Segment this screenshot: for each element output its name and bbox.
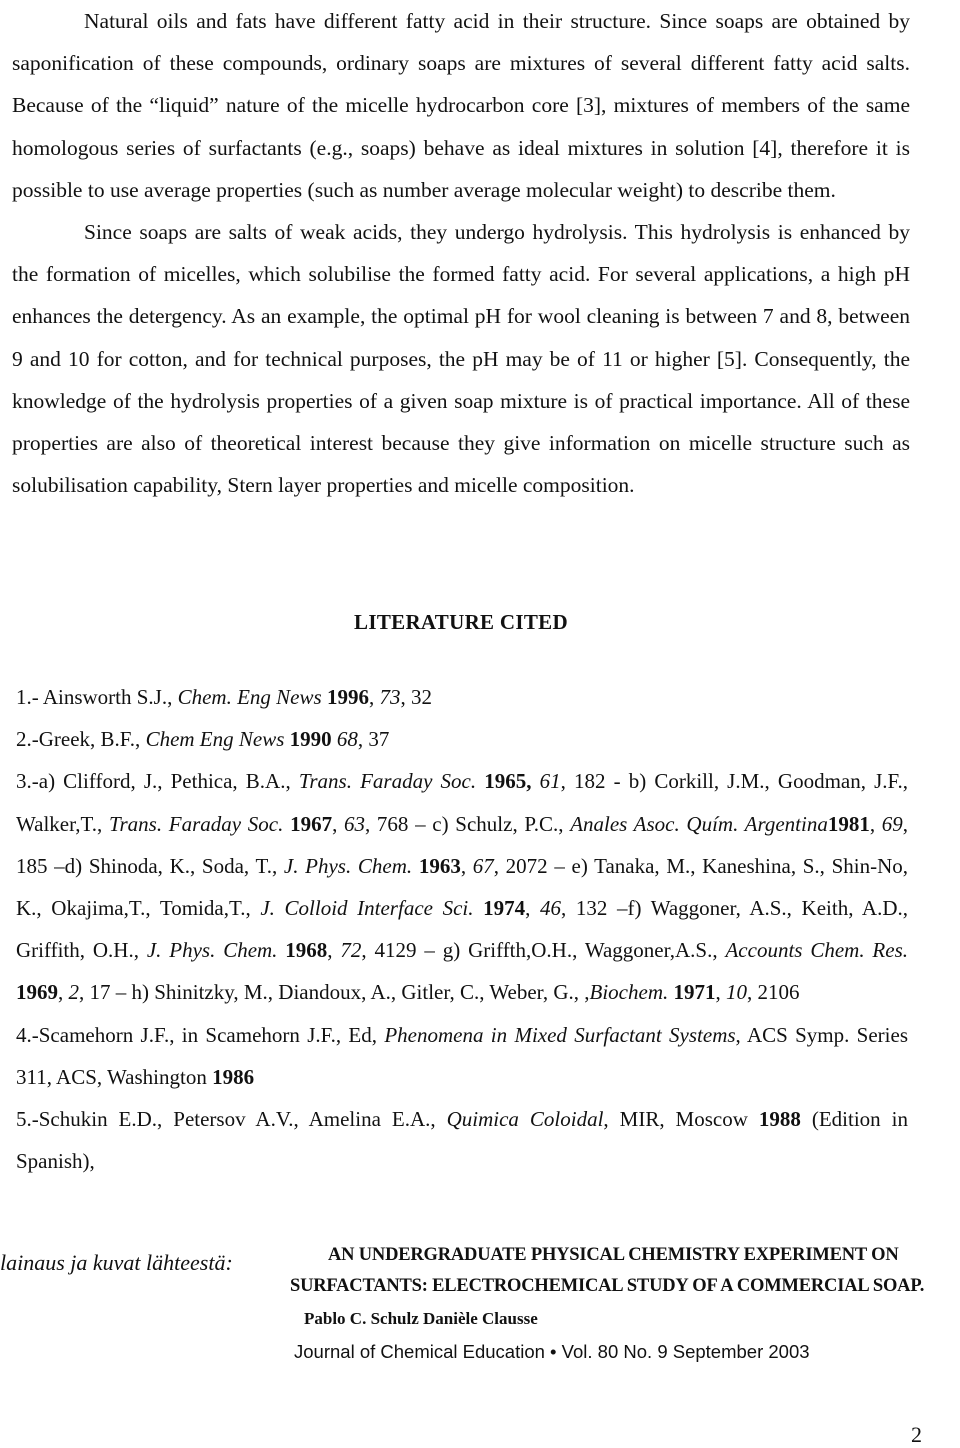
ref-year: 1996 [326, 685, 369, 709]
ref-journal: Biochem. [589, 980, 669, 1005]
ref-text: , 768 [365, 811, 409, 836]
ref-text: , 4129 [361, 938, 417, 963]
reference-item: 1.- Ainsworth S.J., Chem. Eng News 1996, 73, 32 [16, 685, 432, 709]
ref-year: 1974 [483, 896, 526, 921]
ref-year: 1988 [758, 1107, 801, 1132]
ref-journal: Phenomena in Mixed Surfactant Systems [384, 1022, 736, 1047]
ref-text: – h) Shinitzky, M., Diandoux, A., Gitler, C., Weber, G., , [110, 980, 590, 1005]
ref-year: 1971 [673, 980, 716, 1005]
ref-text: , 37 [357, 727, 390, 752]
ref-text: , 2106 [747, 980, 800, 1005]
ref-volume: 63 [344, 811, 365, 836]
ref-year: 1967 [290, 811, 333, 836]
ref-text: – g) Griffth,O.H., Waggoner,A.S., [416, 938, 726, 963]
source-authors: Pablo C. Schulz Danièle Clausse [304, 1309, 538, 1328]
paragraph: Since soaps are salts of weak acids, they undergo hydrolysis. This hydrolysis is enhanced by the formation of micelles, which solubilise the formed fatty acid. For several applications, a high pH enhances the detergency. As an example, the optimal pH for wool cleaning is between 7 and 8, between 9 and 10 for cotton, and for technical purposes, the pH may be of 11 or higher [5]. Consequently, the knowledge of the hydrolysis properties of a given soap mixture is of practical importance. All of these properties are also of theoretical interest because they give information on micelle structure such as solubilisation capability, Stern layer properties and micelle composition. [12, 220, 910, 498]
ref-journal: J. Phys. Chem. [146, 938, 278, 963]
reference-item [16, 1014, 908, 1098]
ref-year: 1981 [827, 811, 870, 836]
ref-year: 1969 [16, 980, 58, 1005]
ref-text: (Edition in Spanish), [16, 1107, 908, 1174]
ref-volume: 73 [379, 685, 401, 709]
ref-volume: 46 [539, 896, 561, 921]
ref-year: 1990 [289, 727, 332, 752]
ref-text: , 185 [16, 811, 909, 878]
ref-year: 1965, [484, 769, 532, 794]
citation-label: lainaus ja kuvat lähteestä: [0, 1250, 233, 1275]
ref-text: – e) Tanaka, M., Kaneshina, S., Shin-No, K., Okajima,T., Tomida,T., [16, 853, 909, 921]
ref-text: , 132 [560, 896, 608, 921]
ref-volume: 2 [68, 980, 79, 1005]
source-title-line: SURFACTANTS: ELECTROCHEMICAL STUDY OF A COMMERCIAL SOAP. [290, 1276, 925, 1296]
ref-volume: 68 [336, 727, 358, 752]
ref-text: –d) Shinoda, K., Soda, T., [47, 853, 284, 878]
ref-volume: 67 [472, 853, 494, 878]
ref-text: –f) Waggoner, A.S., Keith, A.D., Griffith, O.H., [16, 896, 908, 963]
ref-journal: Trans. Faraday Soc. [108, 811, 284, 836]
ref-journal: Trans. Faraday Soc. [298, 769, 477, 794]
ref-text: 3.-a) Clifford, J., Pethica, B.A., [16, 769, 299, 794]
body-text [12, 0, 910, 506]
ref-text: , ACS Symp. Series 311, ACS, Washington [16, 1022, 909, 1089]
ref-journal: Chem. Eng News [177, 685, 322, 709]
ref-year: 1963 [418, 853, 461, 878]
reference-item [16, 718, 908, 760]
reference-list [16, 676, 908, 1182]
ref-journal: Anales Asoc. Quím. Argentina [570, 811, 828, 836]
ref-year: 1968 [285, 938, 328, 963]
ref-journal: J. Phys. Chem. [283, 853, 413, 878]
ref-journal: J. Colloid Interface Sci. [260, 896, 474, 921]
ref-year: 1986 [212, 1064, 255, 1089]
ref-text: 1.- Ainsworth S.J., [16, 685, 178, 709]
ref-journal: Chem Eng News [145, 727, 285, 752]
paragraph: Natural oils and fats have different fatty acid in their structure. Since soaps are obtained by saponification of these compounds, ordinary soaps are mixtures of several different fatty acid salts. Because of the “liquid” nature of the micelle hydrocarbon core [3], mixtures of members of the same homologous series of surfactants (e.g., soaps) behave as ideal mixtures in solution [4], therefore it is possible to use average properties (such as number average molecular weight) to describe them. [12, 9, 910, 202]
ref-volume: 69 [881, 811, 903, 836]
ref-journal: Accounts Chem. Res. [725, 938, 908, 963]
ref-text: , MIR, Moscow [603, 1107, 759, 1132]
ref-text: , 182 [560, 769, 606, 794]
ref-text: , 32 [400, 685, 432, 709]
ref-text: 4.-Scamehorn J.F., in Scamehorn J.F., Ed, [16, 1022, 385, 1047]
ref-journal: Quimica Coloidal [446, 1107, 604, 1132]
source-citation [290, 1240, 960, 1368]
ref-text: - b) Corkill, J.M., Goodman, J.F., Walker,T., [16, 769, 909, 836]
ref-volume: 61 [539, 769, 561, 794]
ref-text: 5.-Schukin E.D., Petersov A.V., Amelina E.A., [16, 1107, 447, 1132]
section-heading: LITERATURE CITED [354, 610, 568, 634]
source-title-line: AN UNDERGRADUATE PHYSICAL CHEMISTRY EXPERIMENT ON [328, 1245, 899, 1265]
ref-volume: 10 [726, 980, 747, 1005]
source-journal: Journal of Chemical Education • Vol. 80 No. 9 September 2003 [294, 1341, 810, 1362]
ref-text: , 17 [79, 980, 111, 1005]
reference-item [16, 1098, 908, 1182]
ref-text: – c) Schulz, P.C., [408, 811, 571, 836]
ref-text: , 2072 [493, 853, 548, 878]
ref-volume: 72 [340, 938, 362, 963]
reference-item: 3.-a) Clifford, J., Pethica, B.A., Trans. Faraday Soc. 1965, 61, 182 - b) Corkill, J.M., Goodman, J.F., Walker,T., Trans. Faraday Soc. 1967, 63, 768 – c) Schulz, P.C., Anales Asoc. Quím. Argentina1981, 69, 185 –d) Shinoda, K., Soda, T., J. Phys. Chem. 1963, 67, 2072 – e) Tanaka, M., Kaneshina, S., Shin-No, K., Okajima,T., Tomida,T., J. Colloid Interface Sci. 1974, 46, 132 –f) Waggoner, A.S., Keith, A.D., Griffith, O.H., J. Phys. Chem. 1968, 72, 4129 – g) Griffth,O.H., Waggoner,A.S., Accounts Chem. Res. 1969, 2, 17 – h) Shinitzky, M., Diandoux, A., Gitler, C., Weber, G., ,Biochem. 1971, 10, 2106 [16, 769, 909, 1005]
ref-text: 2.-Greek, B.F., [16, 727, 146, 752]
page-number: 2 [911, 1422, 922, 1447]
